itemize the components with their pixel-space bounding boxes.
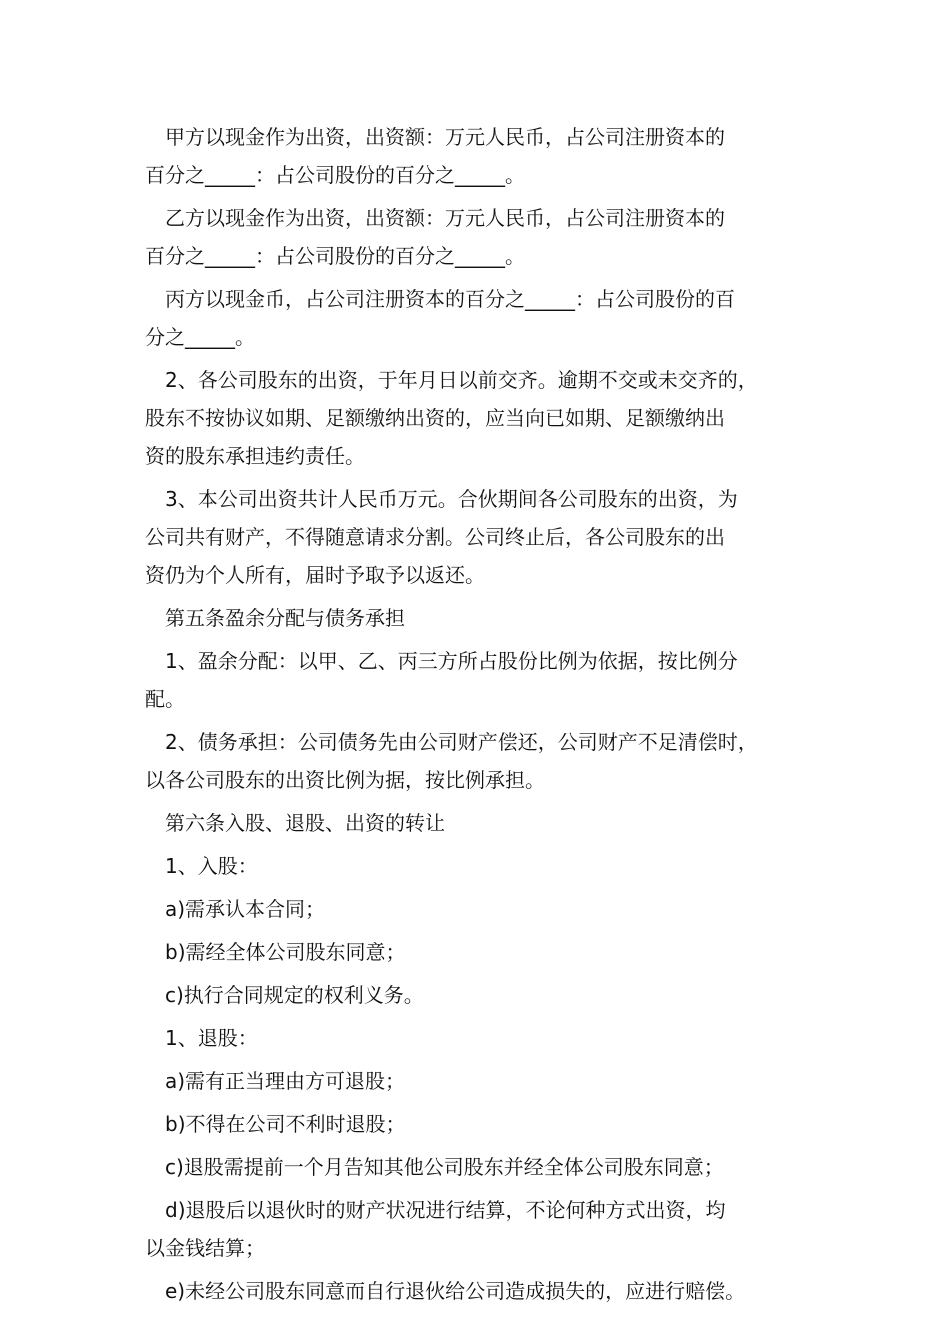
document-body xyxy=(145,118,810,1315)
paragraph-line: 第六条入股、退股、出资的转让 xyxy=(165,811,445,835)
paragraph-line: 2、债务承担：公司债务先由公司财产偿还，公司财产不足清偿时， xyxy=(165,730,758,754)
paragraph xyxy=(145,199,810,275)
paragraph xyxy=(145,1272,810,1310)
paragraph xyxy=(145,804,810,842)
paragraph-line: 丙方以现金币，占公司注册资本的百分之_____：占公司股份的百 xyxy=(165,287,735,311)
paragraph-line: 配。 xyxy=(145,687,185,711)
paragraph xyxy=(145,642,810,718)
paragraph-line: d)退股后以退伙时的财产状况进行结算，不论何种方式出资，均 xyxy=(165,1198,726,1222)
paragraph-line: c)退股需提前一个月告知其他公司股东并经全体公司股东同意； xyxy=(165,1155,724,1179)
paragraph xyxy=(145,361,810,475)
paragraph xyxy=(145,976,810,1014)
paragraph-line: 资的股东承担违约责任。 xyxy=(145,444,365,468)
paragraph-line: 资仍为个人所有，届时予取予以返还。 xyxy=(145,563,485,587)
paragraph xyxy=(145,933,810,971)
paragraph xyxy=(145,847,810,885)
paragraph-line: 百分之_____：占公司股份的百分之_____。 xyxy=(145,244,525,268)
paragraph-line: e)未经公司股东同意而自行退伙给公司造成损失的，应进行赔偿。 xyxy=(165,1279,746,1303)
paragraph-line: b)不得在公司不利时退股； xyxy=(165,1112,406,1136)
paragraph xyxy=(145,890,810,928)
paragraph-line: 1、入股： xyxy=(165,854,258,878)
paragraph-line: 1、盈余分配：以甲、乙、丙三方所占股份比例为依据，按比例分 xyxy=(165,649,738,673)
paragraph-line: a)需承认本合同； xyxy=(165,897,326,921)
paragraph xyxy=(145,1062,810,1100)
paragraph-line: 以金钱结算； xyxy=(145,1236,265,1260)
paragraph-line: a)需有正当理由方可退股； xyxy=(165,1069,406,1093)
paragraph-line: 2、各公司股东的出资，于年月日以前交齐。逾期不交或未交齐的， xyxy=(165,368,758,392)
paragraph-line: 乙方以现金作为出资，出资额：万元人民币，占公司注册资本的 xyxy=(165,206,725,230)
paragraph-line: 分之_____。 xyxy=(145,325,255,349)
paragraph-line: 公司共有财产，不得随意请求分割。公司终止后，各公司股东的出 xyxy=(145,525,725,549)
paragraph-line: 1、退股： xyxy=(165,1026,258,1050)
paragraph xyxy=(145,1019,810,1057)
paragraph-line: c)执行合同规定的权利义务。 xyxy=(165,983,424,1007)
paragraph-line: 3、本公司出资共计人民币万元。合伙期间各公司股东的出资，为 xyxy=(165,487,738,511)
paragraph xyxy=(145,599,810,637)
paragraph-line: b)需经全体公司股东同意； xyxy=(165,940,406,964)
paragraph xyxy=(145,1148,810,1186)
paragraph xyxy=(145,1191,810,1267)
paragraph-line: 甲方以现金作为出资，出资额：万元人民币，占公司注册资本的 xyxy=(165,125,725,149)
paragraph-line: 股东不按协议如期、足额缴纳出资的，应当向已如期、足额缴纳出 xyxy=(145,406,725,430)
paragraph xyxy=(145,723,810,799)
paragraph xyxy=(145,480,810,594)
paragraph-line: 以各公司股东的出资比例为据，按比例承担。 xyxy=(145,768,545,792)
paragraph-line: 第五条盈余分配与债务承担 xyxy=(165,606,405,630)
paragraph xyxy=(145,1105,810,1143)
paragraph xyxy=(145,118,810,194)
paragraph xyxy=(145,280,810,356)
paragraph-line: 百分之_____：占公司股份的百分之_____。 xyxy=(145,163,525,187)
